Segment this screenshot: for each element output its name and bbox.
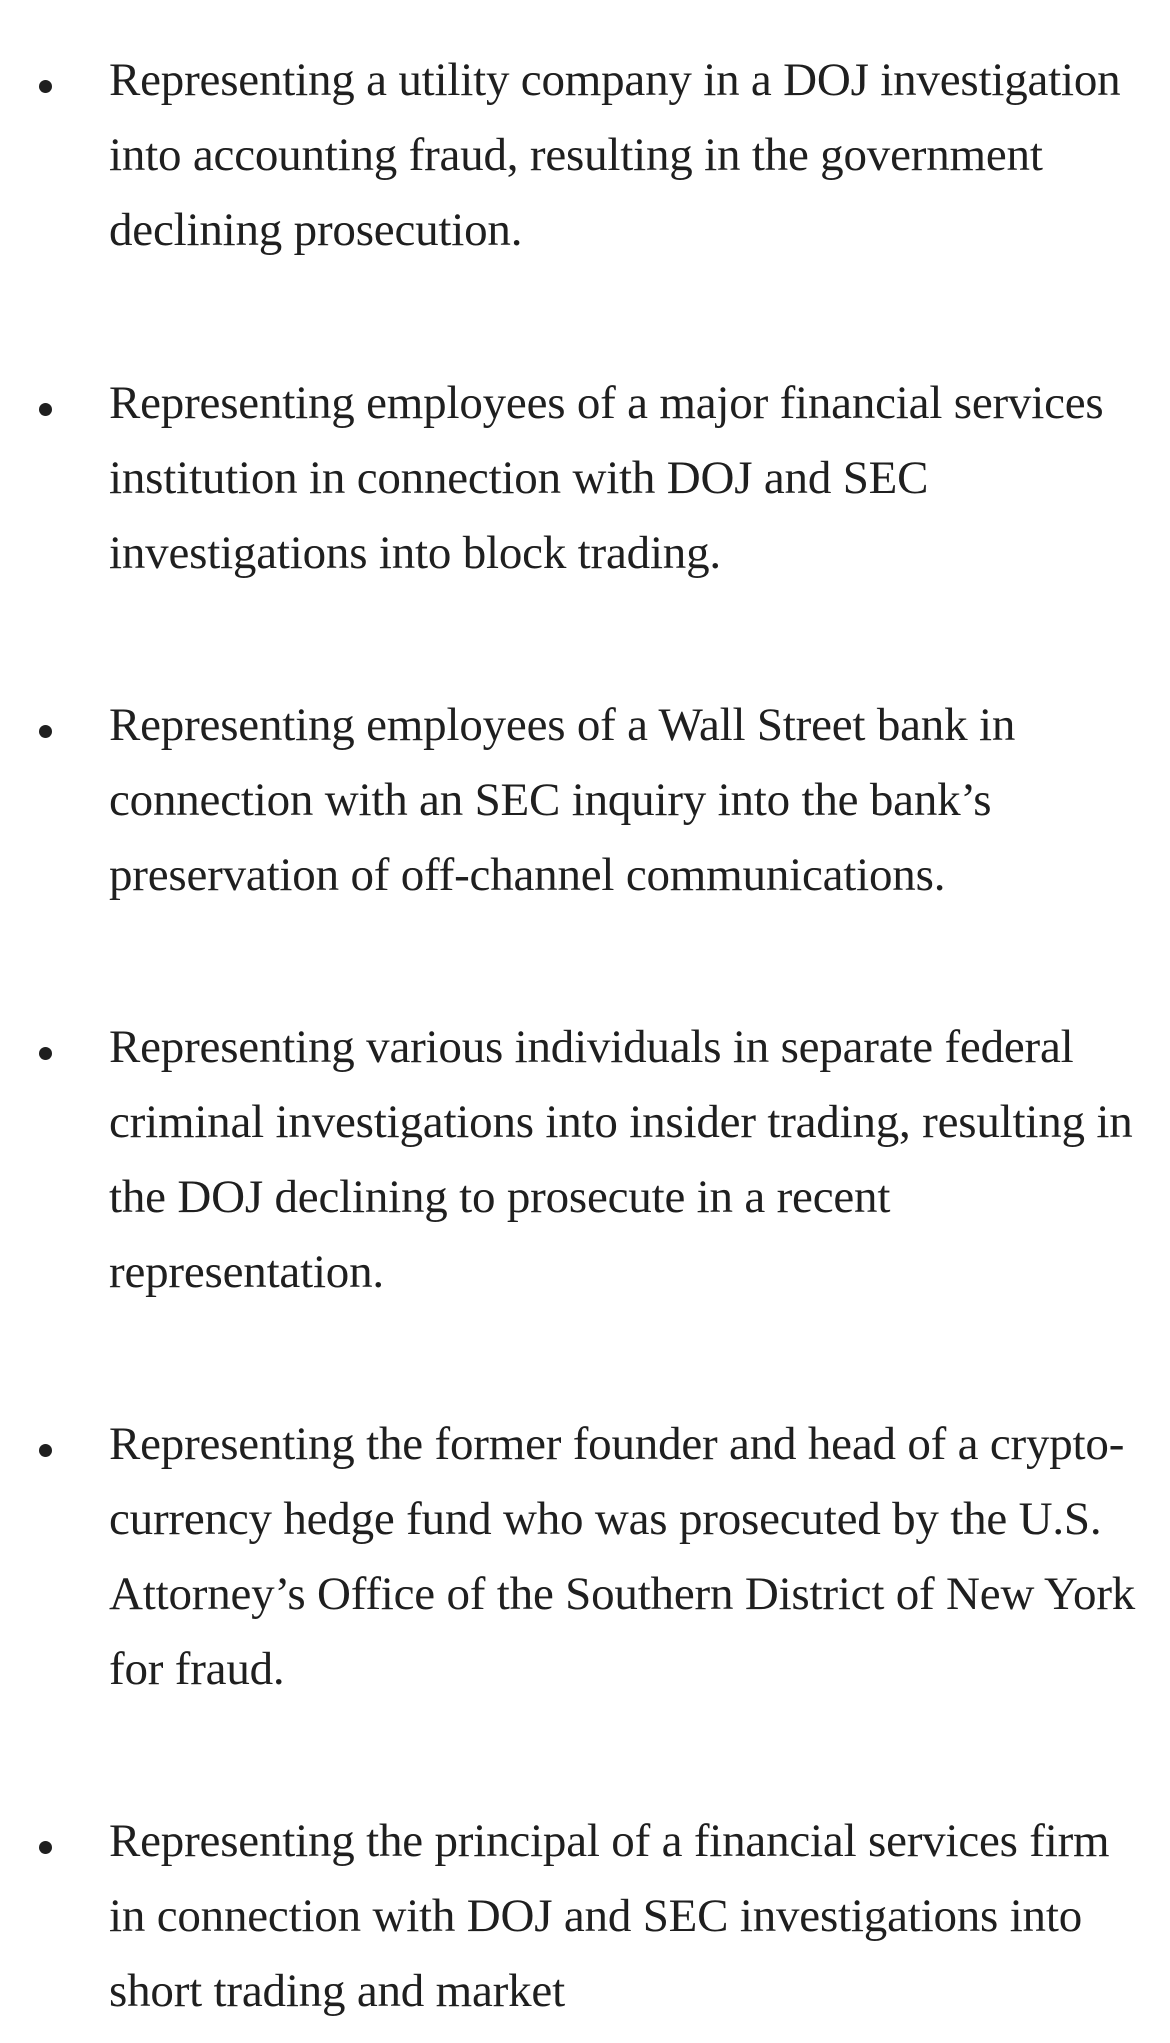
list-item-text: Representing employees of a major financial services institution in connection with DOJ and SEC investigations into block trading. [109,377,1104,579]
list-item-text: Representing a utility company in a DOJ investigation into accounting fraud, resulting in the government declining prosecution. [109,54,1121,256]
bullet-icon [39,80,52,93]
bullet-icon [39,1841,52,1854]
bullet-icon [39,403,52,416]
list-item-text: Representing the former founder and head of a crypto-currency hedge fund who was prosecuted by the U.S. Attorney’s Office of the Southern District of New York for fraud. [109,1418,1136,1695]
bullet-icon [39,725,52,738]
list-item-text: Representing various individuals in separate federal criminal investigations into insider trading, resulting in the DOJ declining to prosecute in a recent representation. [109,1021,1133,1298]
bullet-icon [39,1047,52,1060]
bullet-icon [39,1444,52,1457]
list-item-text: Representing employees of a Wall Street bank in connection with an SEC inquiry into the bank’s preservation of off-channel communications. [109,699,1016,901]
list-item-text: Representing the principal of a financial services firm in connection with DOJ and SEC investigations into short trading and market [109,1815,1110,2017]
